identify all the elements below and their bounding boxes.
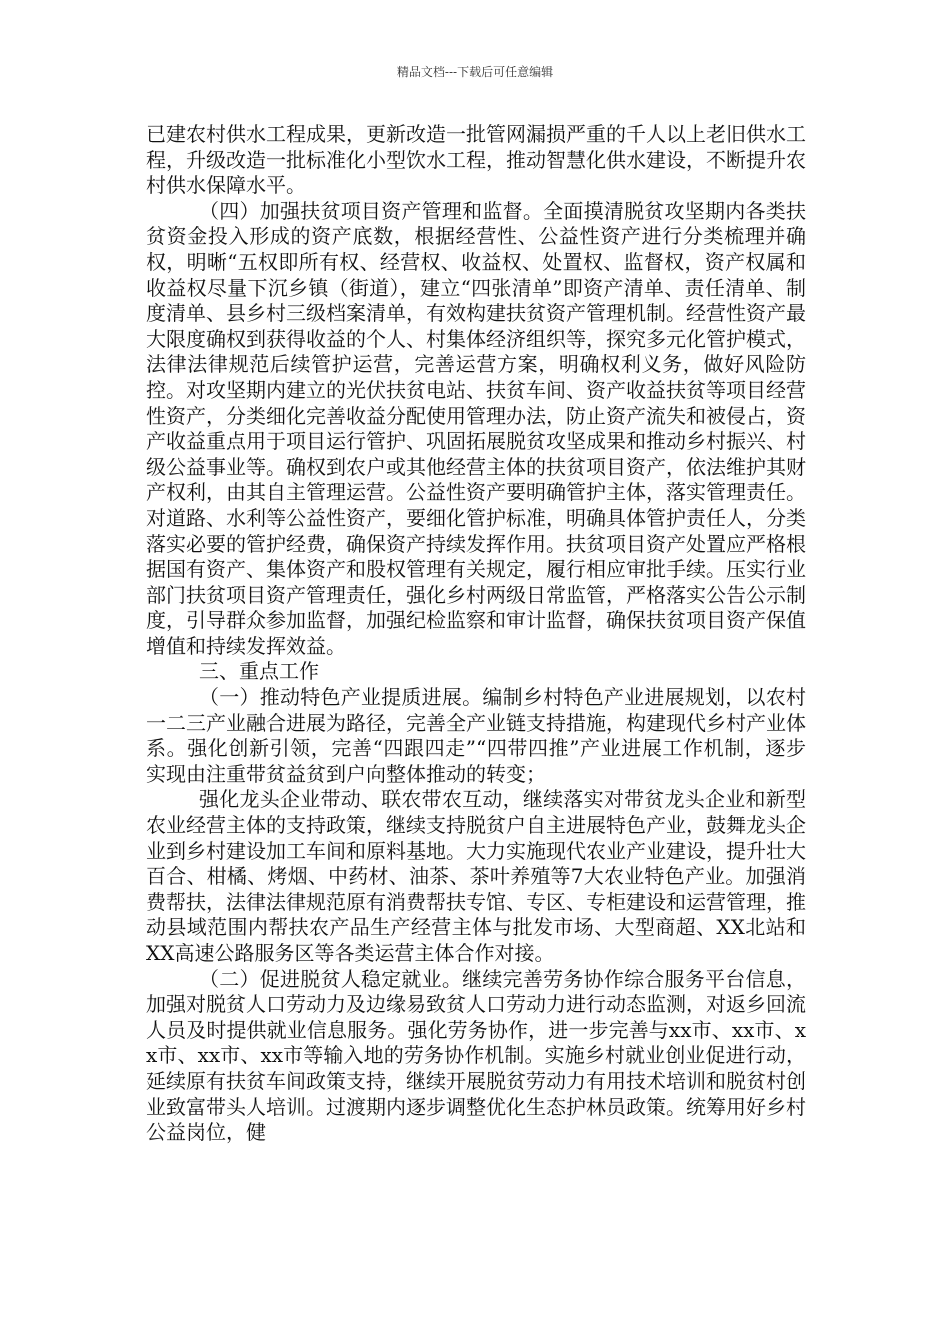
section-heading-key-work: 三、重点工作 (199, 659, 319, 684)
page-header: 精品文档---下载后可任意编辑 (396, 65, 554, 79)
paragraph-continuation: 已建农村供水工程成果，更新改造一批管网漏损严重的千人以上老旧供水工程，升级改造一批标准化小型饮水工程，推动智慧化供水建设，不断提升农村供水保障水平。 (146, 122, 806, 198)
paragraph-leading-enterprises: 强化龙头企业带动、联农带农互动，继续落实对带贫龙头企业和新型农业经营主体的支持政策，继续支持脱贫户自主进展特色产业，鼓舞龙头企业到乡村建设加工车间和原料基地。大力实施现代农业产业建设，提升壮大百合、柑橘、烤烟、中药材、油茶、茶叶养殖等7大农业特色产业。加强消费帮扶，法律法律规范原有消费帮扶专馆、专区、专柜建设和运营管理，推动县域范围内帮扶农产品生产经营主体与批发市场、大型商超、XX北站和XX高速公路服务区等各类运营主体合作对接。 (146, 787, 806, 965)
document-body (146, 122, 806, 1146)
paragraph-industry: （一）推动特色产业提质进展。编制乡村特色产业进展规划，以农村一二三产业融合进展为路径，完善全产业链支持措施，构建现代乡村产业体系。强化创新引领，完善“四跟四走”“四带四推”产业进展工作机制，逐步实现由注重带贫益贫到户向整体推动的转变； (146, 685, 806, 786)
paragraph-employment: （二）促进脱贫人稳定就业。继续完善劳务协作综合服务平台信息，加强对脱贫人口劳动力及边缘易致贫人口劳动力进行动态监测，对返乡回流人员及时提供就业信息服务。强化劳务协作，进一步完善与xx市、xx市、xx市、xx市、xx市等输入地的劳务协作机制。实施乡村就业创业促进行动，延续原有扶贫车间政策支持，继续开展脱贫劳动力有用技术培训和脱贫村创业致富带头人培训。过渡期内逐步调整优化生态护林员政策。统筹用好乡村公益岗位，健 (146, 966, 806, 1145)
paragraph-asset-management: （四）加强扶贫项目资产管理和监督。全面摸清脱贫攻坚期内各类扶贫资金投入形成的资产底数，根据经营性、公益性资产进行分类梳理并确权，明晰“五权即所有权、经营权、收益权、处置权、监督权，资产权属和收益权尽量下沉乡镇（街道），建立“四张清单”即资产清单、责任清单、制度清单、县乡村三级档案清单，有效构建扶贫资产管理机制。经营性资产最大限度确权到获得收益的个人、村集体经济组织等，探究多元化管护模式，法律法律规范后续管护运营，完善运营方案，明确权利义务，做好风险防控。对攻坚期内建立的光伏扶贫电站、扶贫车间、资产收益扶贫等项目经营性资产，分类细化完善收益分配使用管理办法，防止资产流失和被侵占，资产收益重点用于项目运行管护、巩固拓展脱贫攻坚成果和推动乡村振兴、村级公益事业等。确权到农户或其他经营主体的扶贫项目资产，依法维护其财产权利，由其自主管理运营。公益性资产要明确管护主体，落实管理责任。对道路、水利等公益性资产，要细化管护标准，明确具体管护责任人，分类落实必要的管护经费，确保资产持续发挥作用。扶贫项目资产处置应严格根据国有资产、集体资产和股权管理有关规定，履行相应审批手续。压实行业部门扶贫项目资产管理责任，强化乡村两级日常监管，严格落实公告公示制度，引导群众参加监督，加强纪检监察和审计监督，确保扶贫项目资产保值增值和持续发挥效益。 (146, 198, 806, 658)
